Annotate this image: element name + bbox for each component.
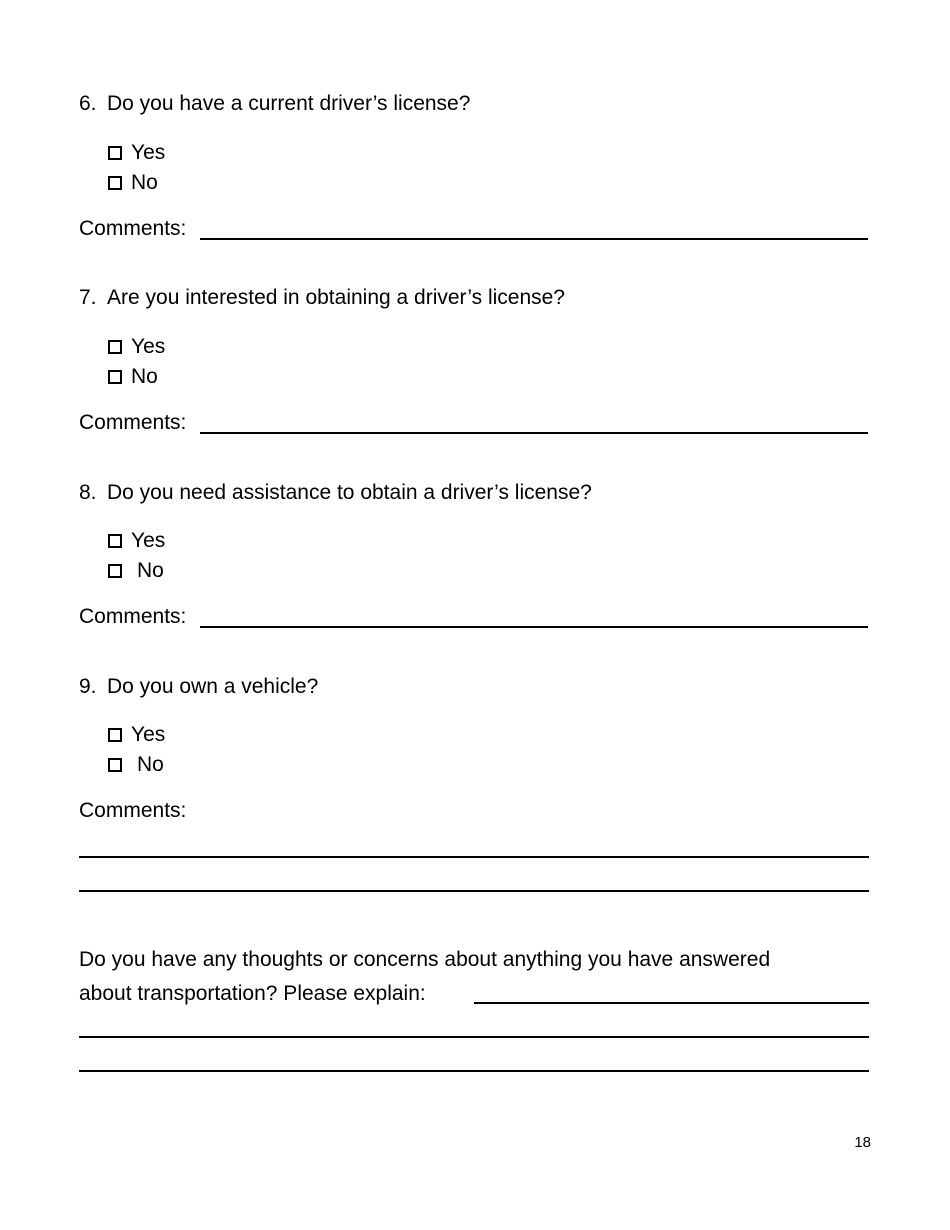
question-number: 8. [79,481,97,504]
checkbox-icon[interactable] [108,564,122,578]
option-label: Yes [131,141,166,164]
checkbox-icon[interactable] [108,146,122,160]
q9-option-no[interactable] [108,753,164,777]
question-text: Do you own a vehicle? [107,675,319,698]
q8-option-no[interactable] [108,559,164,583]
checkbox-icon[interactable] [108,534,122,548]
q9-comments-label: Comments: [79,799,187,822]
explain-field-line-3[interactable] [79,1070,869,1072]
q7-comments-label: Comments: [79,411,187,434]
checkbox-icon[interactable] [108,176,122,190]
page-number: 18 [854,1134,871,1151]
option-label: No [137,753,164,776]
q8-comments-label: Comments: [79,605,187,628]
question-9 [79,675,318,699]
question-number: 9. [79,675,97,698]
checkbox-icon[interactable] [108,728,122,742]
q6-option-yes[interactable] [108,141,165,165]
option-label: Yes [131,723,166,746]
q6-comments-field[interactable] [200,238,868,240]
q7-option-yes[interactable] [108,335,165,359]
question-text: Do you have a current driver’s license? [107,92,471,115]
checkbox-icon[interactable] [108,340,122,354]
explain-field-line-1[interactable] [474,1002,869,1004]
q6-option-no[interactable] [108,171,158,195]
option-label: No [137,559,164,582]
explain-field-line-2[interactable] [79,1036,869,1038]
q7-option-no[interactable] [108,365,158,389]
checkbox-icon[interactable] [108,370,122,384]
final-prompt-line-1: Do you have any thoughts or concerns about anything you have answered [79,948,771,971]
option-label: Yes [131,529,166,552]
q9-option-yes[interactable] [108,723,165,747]
question-number: 6. [79,92,97,115]
question-text: Do you need assistance to obtain a driver’s license? [107,481,592,504]
question-text: Are you interested in obtaining a driver’s license? [107,286,565,309]
final-prompt-line-2: about transportation? Please explain: [79,982,426,1005]
option-label: Yes [131,335,166,358]
q9-comments-field-line-1[interactable] [79,856,869,858]
question-6 [79,92,470,116]
q7-comments-field[interactable] [200,432,868,434]
q8-comments-field[interactable] [200,626,868,628]
q8-option-yes[interactable] [108,529,165,553]
option-label: No [131,365,158,388]
checkbox-icon[interactable] [108,758,122,772]
q6-comments-label: Comments: [79,217,187,240]
q9-comments-field-line-2[interactable] [79,890,869,892]
option-label: No [131,171,158,194]
question-7 [79,286,565,310]
question-8 [79,481,592,505]
question-number: 7. [79,286,97,309]
